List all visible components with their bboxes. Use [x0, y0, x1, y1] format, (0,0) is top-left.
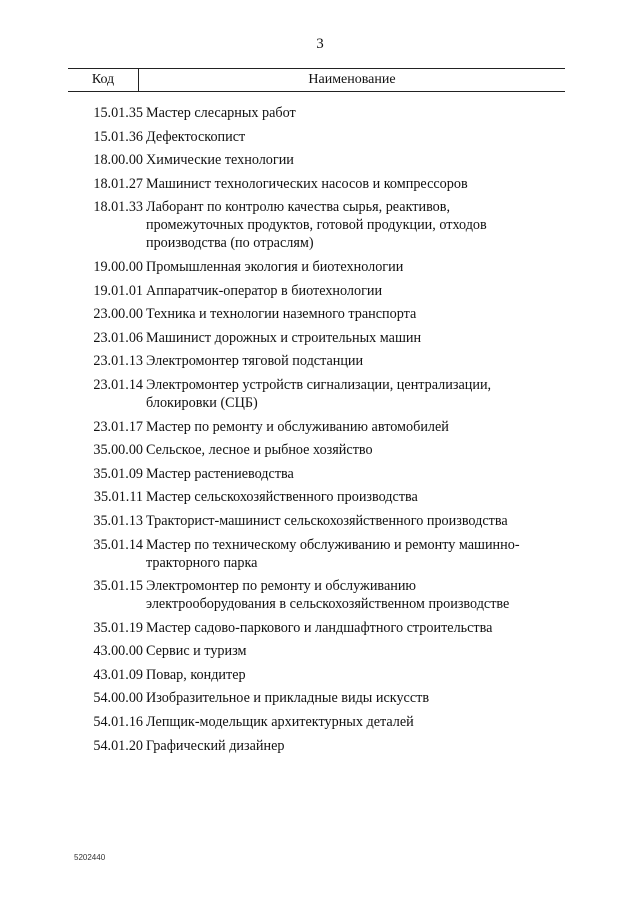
row-code: 35.01.13 [93, 512, 143, 529]
row-code: 35.01.09 [93, 465, 143, 482]
table-row [68, 441, 568, 459]
page-number: 3 [316, 36, 324, 52]
row-code: 35.01.19 [93, 619, 143, 636]
table-row [68, 282, 568, 300]
row-code: 23.01.06 [93, 329, 143, 346]
row-code: 15.01.36 [93, 128, 143, 145]
table-row [68, 104, 568, 122]
table-row [68, 305, 568, 323]
table-row [68, 666, 568, 684]
row-code: 54.01.20 [93, 737, 143, 754]
table-body [68, 104, 568, 760]
table-row [68, 352, 568, 370]
row-name: Машинист дорожных и строительных машин [146, 329, 422, 346]
row-name: Графический дизайнер [146, 737, 285, 754]
row-code: 43.01.09 [93, 666, 143, 683]
column-header-code: Код [68, 69, 139, 91]
row-code: 35.01.14 [93, 536, 143, 553]
table-row [68, 175, 568, 193]
row-code: 19.00.00 [93, 258, 143, 275]
table-row [68, 258, 568, 276]
row-name: Промышленная экология и биотехнологии [146, 258, 404, 275]
row-code: 18.00.00 [93, 152, 143, 169]
row-name: Техника и технологии наземного транспорта [146, 306, 417, 323]
row-name: Сервис и туризм [146, 643, 247, 660]
table-row [68, 737, 568, 755]
row-name: Машинист технологических насосов и компрессоров [146, 175, 468, 192]
row-code: 15.01.35 [93, 105, 143, 121]
row-name: Лепщик-модельщик архитектурных деталей [146, 714, 414, 731]
row-code: 18.01.33 [93, 199, 143, 216]
row-name: Повар, кондитер [146, 666, 246, 683]
table-row [68, 689, 568, 707]
row-code: 23.00.00 [93, 306, 143, 323]
table-row [68, 151, 568, 169]
row-name: Мастер садово-паркового и ландшафтного строительства [146, 619, 493, 636]
table-row [68, 642, 568, 660]
row-name: Лаборант по контролю качества сырья, реактивов, промежуточных продуктов, готовой продукции, отходов производства (по отраслям) [146, 199, 487, 252]
row-name: Сельское, лесное и рыбное хозяйство [146, 442, 373, 459]
table-row [68, 577, 568, 613]
row-name: Мастер по техническому обслуживанию и ремонту машинно- тракторного парка [146, 536, 520, 571]
row-name: Изобразительное и прикладные виды искусств [146, 690, 430, 707]
table-row [68, 512, 568, 530]
row-code: 23.01.17 [93, 418, 143, 435]
document-id: 5202440 [74, 853, 106, 862]
table-row [68, 619, 568, 637]
row-code: 23.01.14 [93, 376, 143, 393]
table-row [68, 376, 568, 412]
table-header [68, 68, 565, 92]
row-name: Химические технологии [146, 152, 294, 169]
row-code: 43.00.00 [93, 643, 143, 660]
row-name: Электромонтер по ремонту и обслуживанию электрооборудования в сельскохозяйственном производстве [146, 578, 510, 613]
table-row [68, 713, 568, 731]
row-code: 19.01.01 [93, 282, 143, 299]
row-code: 23.01.13 [93, 353, 143, 370]
row-name: Аппаратчик-оператор в биотехнологии [146, 282, 383, 299]
row-name: Тракторист-машинист сельскохозяйственного производства [146, 512, 508, 529]
row-name: Электромонтер устройств сигнализации, централизации, блокировки (СЦБ) [146, 376, 492, 411]
table-row [68, 128, 568, 146]
table-row [68, 465, 568, 483]
row-name: Мастер слесарных работ [146, 105, 296, 121]
row-name: Электромонтер тяговой подстанции [146, 353, 364, 370]
row-code: 35.01.15 [93, 578, 143, 595]
row-code: 54.00.00 [93, 690, 143, 707]
column-header-name: Наименование [308, 72, 396, 87]
row-code: 54.01.16 [93, 714, 143, 731]
table-row [68, 329, 568, 347]
table-row [68, 198, 568, 252]
row-name: Дефектоскопист [146, 128, 246, 145]
row-name: Мастер сельскохозяйственного производства [146, 489, 418, 506]
table-row [68, 418, 568, 436]
table-row [68, 536, 568, 572]
row-name: Мастер по ремонту и обслуживанию автомобилей [146, 418, 449, 435]
table-row [68, 488, 568, 506]
row-code: 35.01.11 [93, 489, 143, 506]
row-name: Мастер растениеводства [146, 465, 294, 482]
row-code: 35.00.00 [93, 442, 143, 459]
row-code: 18.01.27 [93, 175, 143, 192]
